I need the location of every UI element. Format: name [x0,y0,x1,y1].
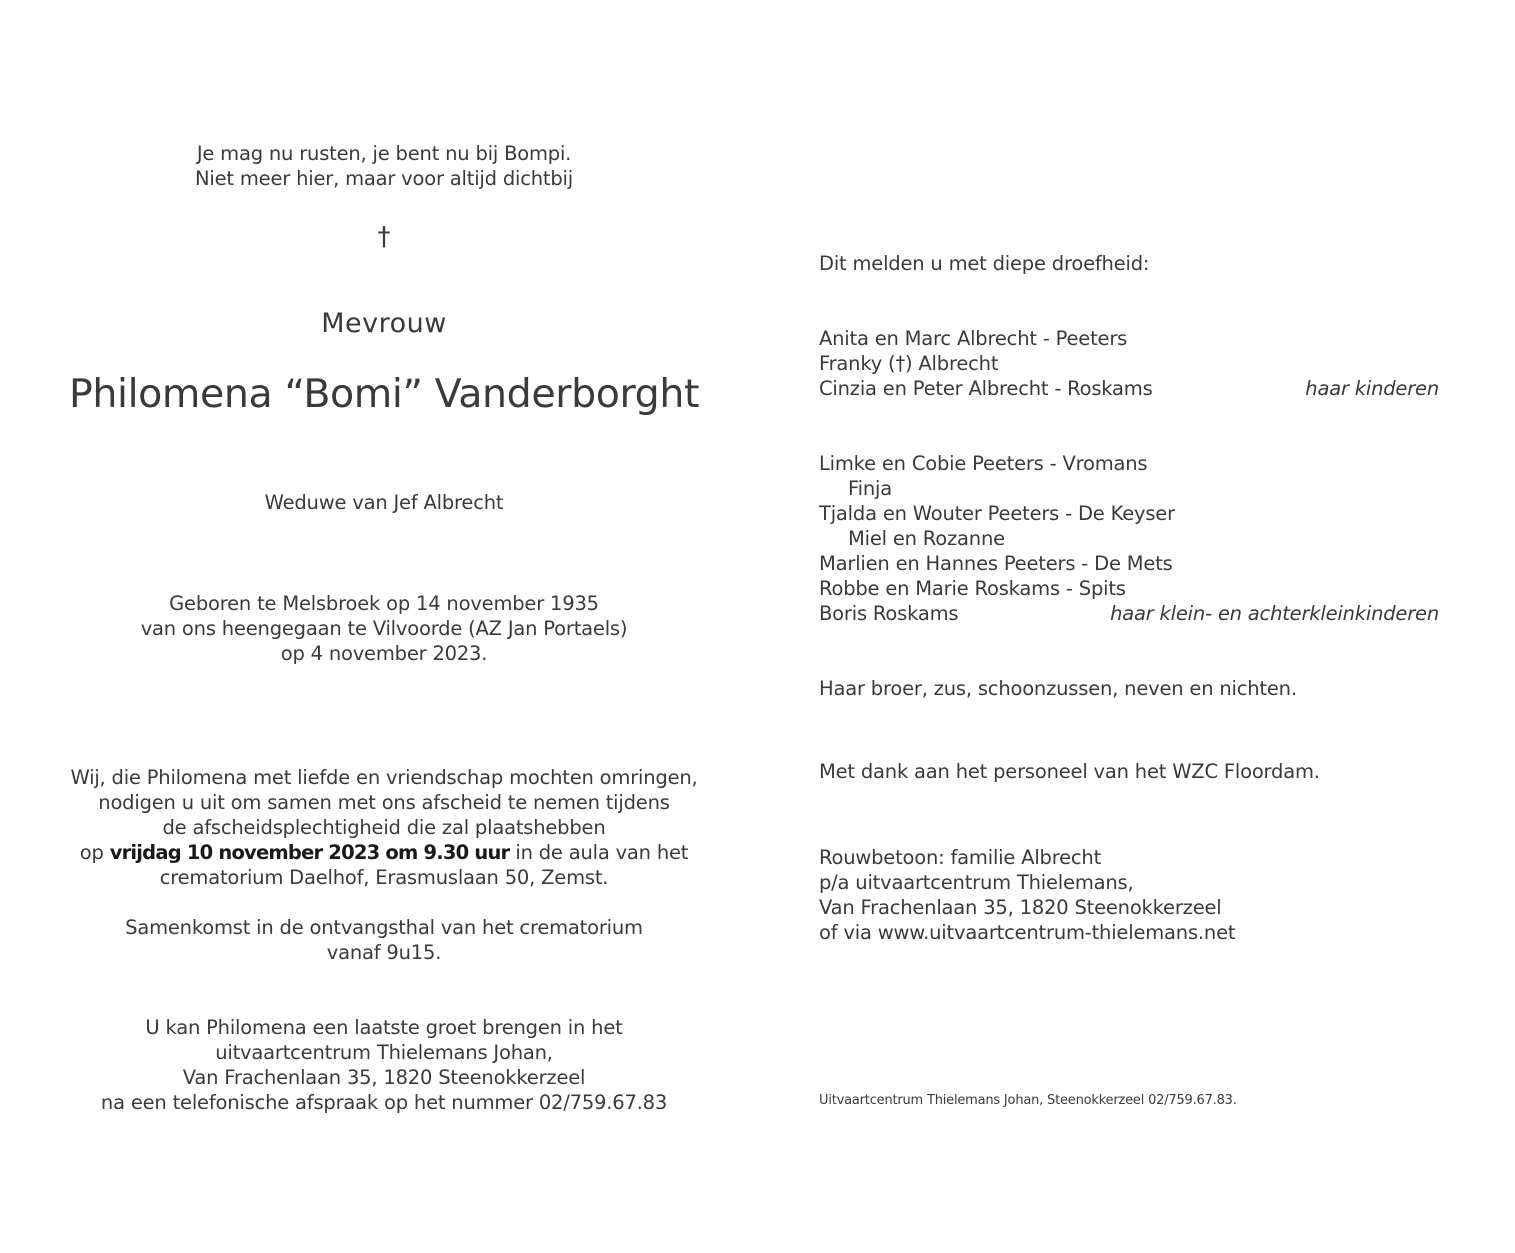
intro-text: Dit melden u met diepe droefheid: [819,252,1150,275]
visit-line: Van Frachenlaan 35, 1820 Steenokkerzeel [182,1066,586,1089]
invitation-prefix: op [79,841,110,864]
verse-line: Niet meer hier, maar voor altijd dichtbij [195,167,573,190]
deceased-name: Philomena “Bomi” Vanderborght [68,371,700,417]
child-name: Franky (†) Albrecht [819,352,999,375]
verse-line: Je mag nu rusten, je bent nu bij Bompi. [196,142,572,165]
condolence-line: p/a uitvaartcentrum Thielemans, [819,871,1134,894]
gathering-line: Samenkomst in de ontvangsthal van het crematorium [125,916,643,939]
widow-of: Weduwe van Jef Albrecht [264,491,504,514]
grandchild-name: Limke en Cobie Peeters - Vromans [819,452,1148,475]
relatives-text: Haar broer, zus, schoonzussen, neven en nichten. [819,677,1297,700]
grandchild-name: Marlien en Hannes Peeters - De Mets [819,552,1173,575]
condolence-website: of via www.uitvaartcentrum-thielemans.net [819,921,1236,944]
children-role: haar kinderen [1305,377,1439,400]
invitation-line: nodigen u uit om samen met ons afscheid te nemen tijdens [98,791,670,814]
condolence-line: Rouwbetoon: familie Albrecht [819,846,1102,869]
honorific: Mevrouw [321,308,447,339]
great-grandchild-name: Miel en Rozanne [848,527,1005,550]
condolence-line: Van Frachenlaan 35, 1820 Steenokkerzeel [819,896,1222,919]
grandchild-name: Tjalda en Wouter Peeters - De Keyser [819,502,1175,525]
cross-icon: † [377,222,391,252]
child-row [819,376,1439,401]
funeral-home-footer: Uitvaartcentrum Thielemans Johan, Steenokkerzeel 02/759.67.83. [819,1093,1237,1108]
invitation-suffix: in de aula van het [509,841,689,864]
great-grandchild-name: Finja [848,477,892,500]
child-name: Cinzia en Peter Albrecht - Roskams [819,377,1153,400]
invitation-line-datetime [34,840,734,865]
gathering-line: vanaf 9u15. [326,941,442,964]
birth-death-line: op 4 november 2023. [280,642,488,665]
visit-line: U kan Philomena een laatste groet brengen in het [145,1016,623,1039]
grandchild-name: Robbe en Marie Roskams - Spits [819,577,1126,600]
thanks-text: Met dank aan het personeel van het WZC Floordam. [819,760,1320,783]
birth-death-line: Geboren te Melsbroek op 14 november 1935 [169,592,599,615]
invitation-line: de afscheidsplechtigheid die zal plaatshebben [162,816,606,839]
left-panel [34,0,734,1253]
invitation-line: crematorium Daelhof, Erasmuslaan 50, Zemst. [159,866,609,889]
ceremony-datetime: vrijdag 10 november 2023 om 9.30 uur [109,841,510,864]
invitation-line: Wij, die Philomena met liefde en vriendschap mochten omringen, [70,766,698,789]
visit-line: uitvaartcentrum Thielemans Johan, [215,1041,553,1064]
child-name: Anita en Marc Albrecht - Peeters [819,327,1128,350]
grandchild-name: Boris Roskams [819,602,959,625]
grandchildren-role: haar klein- en achterkleinkinderen [1110,602,1439,625]
birth-death-line: van ons heengegaan te Vilvoorde (AZ Jan Portaels) [140,617,628,640]
right-panel [819,0,1439,1253]
visit-line: na een telefonische afspraak op het nummer 02/759.67.83 [100,1091,668,1114]
grandchild-row [819,601,1439,626]
